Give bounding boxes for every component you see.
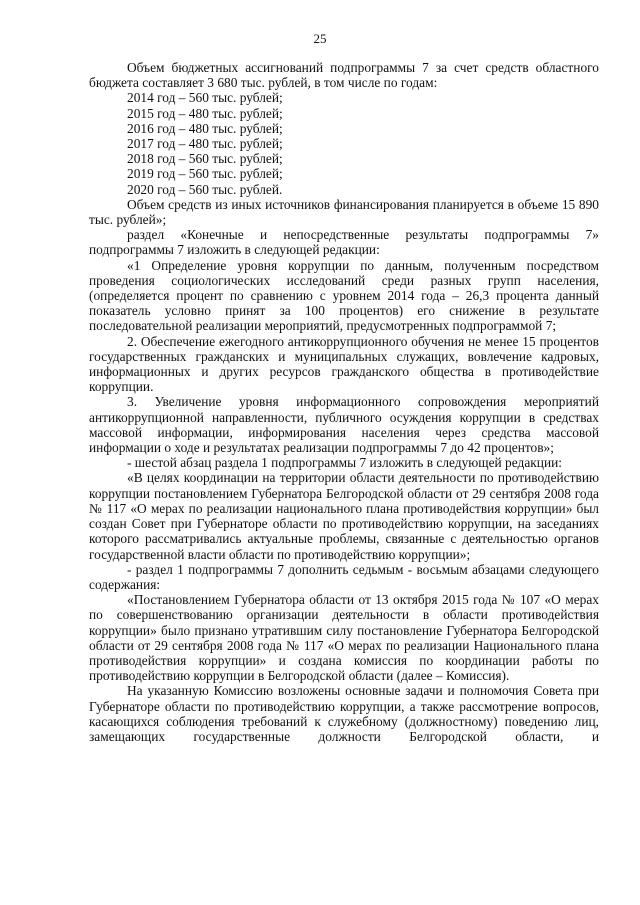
paragraph-sixth-abzac: - шестой абзац раздела 1 подпрограммы 7 изложить в следующей редакции:	[127, 455, 563, 471]
paragraph-council-coordination: «В целях координации на территории области деятельности по противодействию коррупции постановлением Губернатора Белгородской области от 29 сентября 2008 года № 117 «О мерах по реализации национального плана противодействия коррупции» был создан Совет при Губернаторе области по противодействию коррупции, на заседаниях которого рассматривались актуальные проблемы, связанные с деятельностью органов государственной власти области по противодействию коррупции»;	[89, 470, 599, 562]
budget-year-item: 2020 год – 560 тыс. рублей.	[127, 181, 283, 197]
budget-year-item: 2018 год – 560 тыс. рублей;	[127, 151, 283, 167]
paragraph-commission-tasks: На указанную Комиссию возложены основные задачи и полномочия Совета при Губернаторе области по противодействию коррупции, а также рассмотрение вопросов, касающихся соблюдения требований к служебному (должностному) поведению лиц, замещающих государственные должности Белгородской области, и	[89, 683, 599, 744]
paragraph-section-results: раздел «Конечные и непосредственные результаты подпрограммы 7» подпрограммы 7 изложить в следующей редакции:	[89, 227, 599, 258]
paragraph-other-sources: Объем средств из иных источников финансирования планируется в объеме 15 890 тыс. рублей»;	[89, 196, 599, 228]
budget-years-list	[89, 90, 599, 196]
paragraph-result-2: 2. Обеспечение ежегодного антикоррупционного обучения не менее 15 процентов государственных гражданских и муниципальных служащих, вовлечение кадровых, информационных и других ресурсов гражданского общества в противодействие коррупции.	[89, 333, 599, 395]
document-body	[89, 60, 599, 744]
paragraph-result-3: 3. Увеличение уровня информационного сопровождения мероприятий антикоррупционной направленности, публичного осуждения коррупции в средствах массовой информации, информирования населения через средства массовой информации о ходе и результатах реализации подпрограммы 7 до 42 процентов»;	[89, 394, 599, 456]
budget-year-item: 2017 год – 480 тыс. рублей;	[127, 136, 283, 152]
budget-year-item: 2016 год – 480 тыс. рублей;	[127, 120, 283, 136]
paragraph-section-addition: - раздел 1 подпрограммы 7 дополнить седьмым - восьмым абзацами следующего содержания:	[89, 561, 599, 592]
budget-year-item: 2015 год – 480 тыс. рублей;	[127, 105, 283, 121]
paragraph-budget-total: Объем бюджетных ассигнований подпрограммы 7 за счет средств областного бюджета составляет 3 680 тыс. рублей, в том числе по годам:	[89, 60, 599, 91]
page-number: 25	[313, 31, 327, 46]
paragraph-resolution-107: «Постановлением Губернатора области от 13 октября 2015 года № 107 «О мерах по совершенствованию организации деятельности в области противодействия коррупции» было признано утратившим силу постановление Губернатора Белгородской области от 29 сентября 2008 года № 117 «О мерах по реализации Национального плана противодействия коррупции» и создана комиссия по координации работы по противодействию коррупции в Белгородской области (далее – Комиссия).	[89, 592, 599, 684]
budget-year-item: 2014 год – 560 тыс. рублей;	[127, 90, 283, 106]
budget-year-item: 2019 год – 560 тыс. рублей;	[127, 166, 283, 182]
paragraph-result-1: «1 Определение уровня коррупции по данным, полученным посредством проведения социологических исследований среди разных групп населения, (определяется процент по сравнению с уровнем 2014 года – 26,3 процента данный показатель условно принят за 100 процентов) его снижение в результате последовательной реализации мероприятий, предусмотренных подпрограммой 7;	[89, 257, 599, 334]
